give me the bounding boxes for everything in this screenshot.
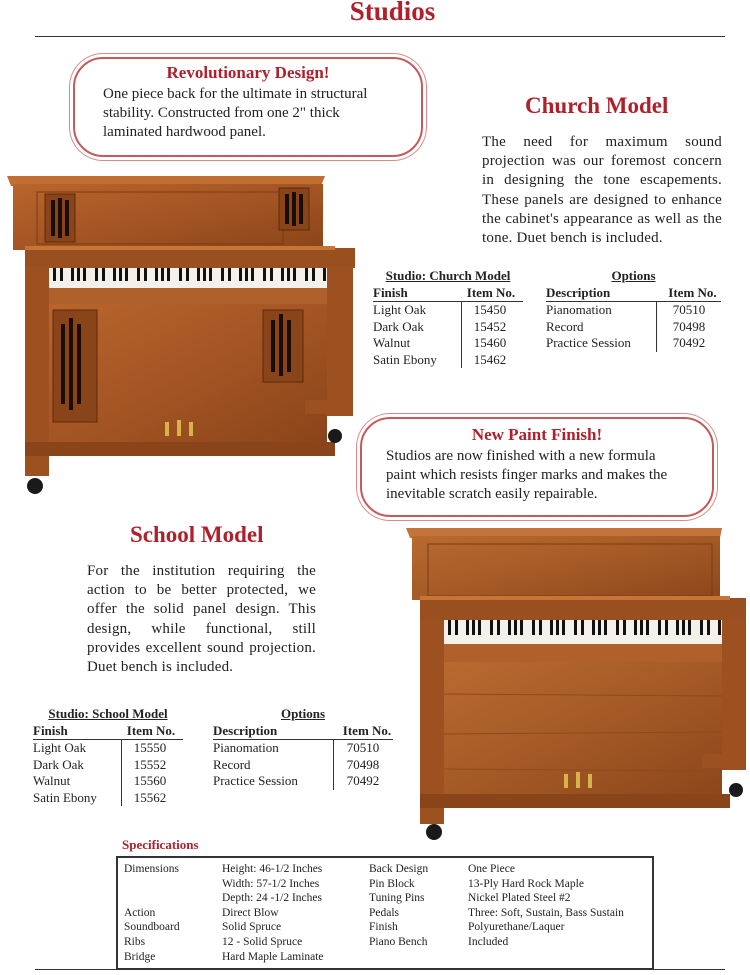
spec-value: Width: 57-1/2 Inches (222, 877, 320, 890)
option-cell: Practice Session (546, 335, 631, 350)
item-cell: 15460 (461, 335, 518, 352)
option-cell: Pianomation (213, 740, 279, 755)
spec-value: Three: Soft, Sustain, Bass Sustain (468, 906, 624, 919)
paint-line: inevitable scratch easily repairable. (386, 486, 598, 502)
revolutionary-line: stability. Constructed from one 2" thick (103, 105, 340, 121)
church-line: tone. Duet bench is included. (482, 230, 663, 247)
spec-value: Direct Blow (222, 906, 279, 919)
table-row (213, 773, 393, 790)
table-row (213, 757, 393, 774)
spec-value: 12 - Solid Spruce (222, 935, 303, 948)
school-line: action to be better protected, we (87, 582, 316, 599)
specifications-box (116, 856, 654, 970)
item-cell: 15452 (461, 319, 518, 336)
finish-cell: Dark Oak (373, 318, 424, 334)
school-table-caption: Studio: School Model (48, 706, 168, 721)
item-cell: 70498 (656, 319, 721, 336)
spec-label: Back Design (369, 863, 429, 875)
school-options-table (213, 706, 393, 790)
church-line: These panels are designed to enhance (482, 191, 722, 208)
item-cell: 70492 (656, 335, 721, 352)
option-cell: Record (546, 318, 584, 334)
church-description (482, 133, 722, 248)
finish-cell: Light Oak (33, 740, 87, 755)
spec-labels-left (124, 862, 180, 964)
church-table-col-item: Item No. (466, 284, 516, 300)
options-col-item: Item No. (342, 722, 392, 738)
school-line: For the institution requiring the (87, 563, 316, 579)
spec-label: Bridge (124, 950, 156, 963)
school-line: provides excellent sound projection. (87, 639, 316, 656)
finish-cell: Dark Oak (33, 756, 84, 772)
finish-cell: Satin Ebony (33, 789, 97, 805)
spec-label: Finish (369, 921, 398, 934)
table-row (373, 302, 523, 319)
item-cell: 15450 (461, 302, 518, 319)
specifications-title: Specifications (122, 837, 199, 852)
church-line: The need for maximum sound (482, 134, 722, 150)
table-row (213, 740, 393, 757)
paint-line: paint which resists finger marks and makes the (386, 467, 668, 483)
item-cell: 70510 (656, 302, 721, 319)
options-col-description: Description (546, 284, 611, 300)
spec-value: Solid Spruce (222, 921, 282, 934)
item-cell: 15550 (121, 740, 178, 757)
church-line: the cabinet's appearance as well as the (482, 210, 722, 227)
item-cell: 70498 (333, 757, 392, 774)
spec-label (124, 891, 180, 906)
table-row (373, 319, 523, 336)
school-line: offer the solid panel design. This (87, 601, 316, 618)
spec-value: Hard Maple Laminate (222, 950, 324, 963)
finish-cell: Walnut (33, 773, 71, 788)
bottom-rule (35, 969, 725, 970)
revolutionary-heading: Revolutionary Design! (166, 63, 330, 82)
item-cell: 15462 (461, 352, 518, 369)
item-cell: 70492 (333, 773, 392, 790)
church-table-col-finish: Finish (373, 284, 408, 300)
finish-cell: Light Oak (373, 302, 427, 317)
spec-label: Soundboard (124, 921, 180, 934)
option-cell: Record (213, 756, 251, 772)
church-line: projection was our foremost concern (482, 153, 722, 170)
paint-line: Studios are now finished with a new formula (386, 448, 656, 464)
spec-label (124, 877, 180, 892)
option-cell: Pianomation (546, 302, 612, 317)
table-row (546, 302, 721, 319)
new-paint-finish-callout (360, 417, 714, 517)
spec-values-left (222, 862, 324, 964)
spec-value: Polyurethane/Laquer (468, 921, 565, 934)
spec-value: Included (468, 935, 509, 948)
spec-labels-right (369, 862, 428, 950)
spec-label: Pedals (369, 906, 400, 919)
spec-label: Tuning Pins (369, 892, 425, 905)
spec-values-right (468, 862, 624, 950)
table-row (33, 773, 183, 790)
revolutionary-line: laminated hardwood panel. (103, 124, 266, 140)
church-table-caption: Studio: Church Model (385, 268, 511, 283)
options-col-description: Description (213, 722, 278, 738)
school-line: Duet bench is included. (87, 659, 234, 676)
spec-label: Pin Block (369, 877, 415, 890)
finish-cell: Walnut (373, 335, 411, 350)
table-row (33, 757, 183, 774)
table-row (373, 335, 523, 352)
spec-value: Depth: 24 -1/2 Inches (222, 892, 322, 905)
school-finish-table (33, 706, 183, 806)
item-cell: 15560 (121, 773, 178, 790)
item-cell: 15552 (121, 757, 178, 774)
paint-heading: New Paint Finish! (471, 425, 603, 444)
school-heading: School Model (130, 522, 264, 547)
school-line: design, while functional, still (87, 620, 316, 637)
paint-text (362, 447, 712, 504)
spec-value: One Piece (468, 863, 515, 875)
school-table-col-finish: Finish (33, 722, 68, 738)
spec-value: Nickel Plated Steel #2 (468, 892, 571, 905)
item-cell: 15562 (121, 790, 178, 807)
church-options-caption: Options (611, 268, 656, 283)
revolutionary-line: One piece back for the ultimate in structural (103, 86, 368, 102)
option-cell: Practice Session (213, 773, 298, 788)
spec-label: Piano Bench (369, 935, 428, 948)
spec-label: Dimensions (124, 863, 179, 875)
church-options-table (546, 268, 721, 352)
school-options-caption: Options (280, 706, 326, 721)
church-heading: Church Model (525, 93, 669, 118)
church-finish-table (373, 268, 523, 368)
spec-label: Action (124, 906, 156, 919)
top-rule (35, 36, 725, 37)
table-row (33, 790, 183, 807)
spec-value: Height: 46-1/2 Inches (222, 863, 323, 875)
church-line: in designing the tone escapements. (482, 172, 722, 189)
finish-cell: Satin Ebony (373, 351, 437, 367)
spec-label: Ribs (124, 935, 146, 948)
options-col-item: Item No. (668, 284, 717, 300)
page-title: Studios (349, 0, 436, 26)
revolutionary-text (75, 85, 421, 142)
item-cell: 70510 (333, 740, 392, 757)
school-table-col-item: Item No. (126, 722, 176, 738)
table-row (546, 335, 721, 352)
table-row (546, 319, 721, 336)
church-model-piano-image (5, 170, 357, 498)
table-row (33, 740, 183, 757)
school-description (87, 562, 316, 677)
table-row (373, 352, 523, 369)
revolutionary-design-callout (73, 57, 423, 157)
school-model-piano-image (404, 524, 748, 842)
spec-value: 13-Ply Hard Rock Maple (468, 877, 584, 890)
